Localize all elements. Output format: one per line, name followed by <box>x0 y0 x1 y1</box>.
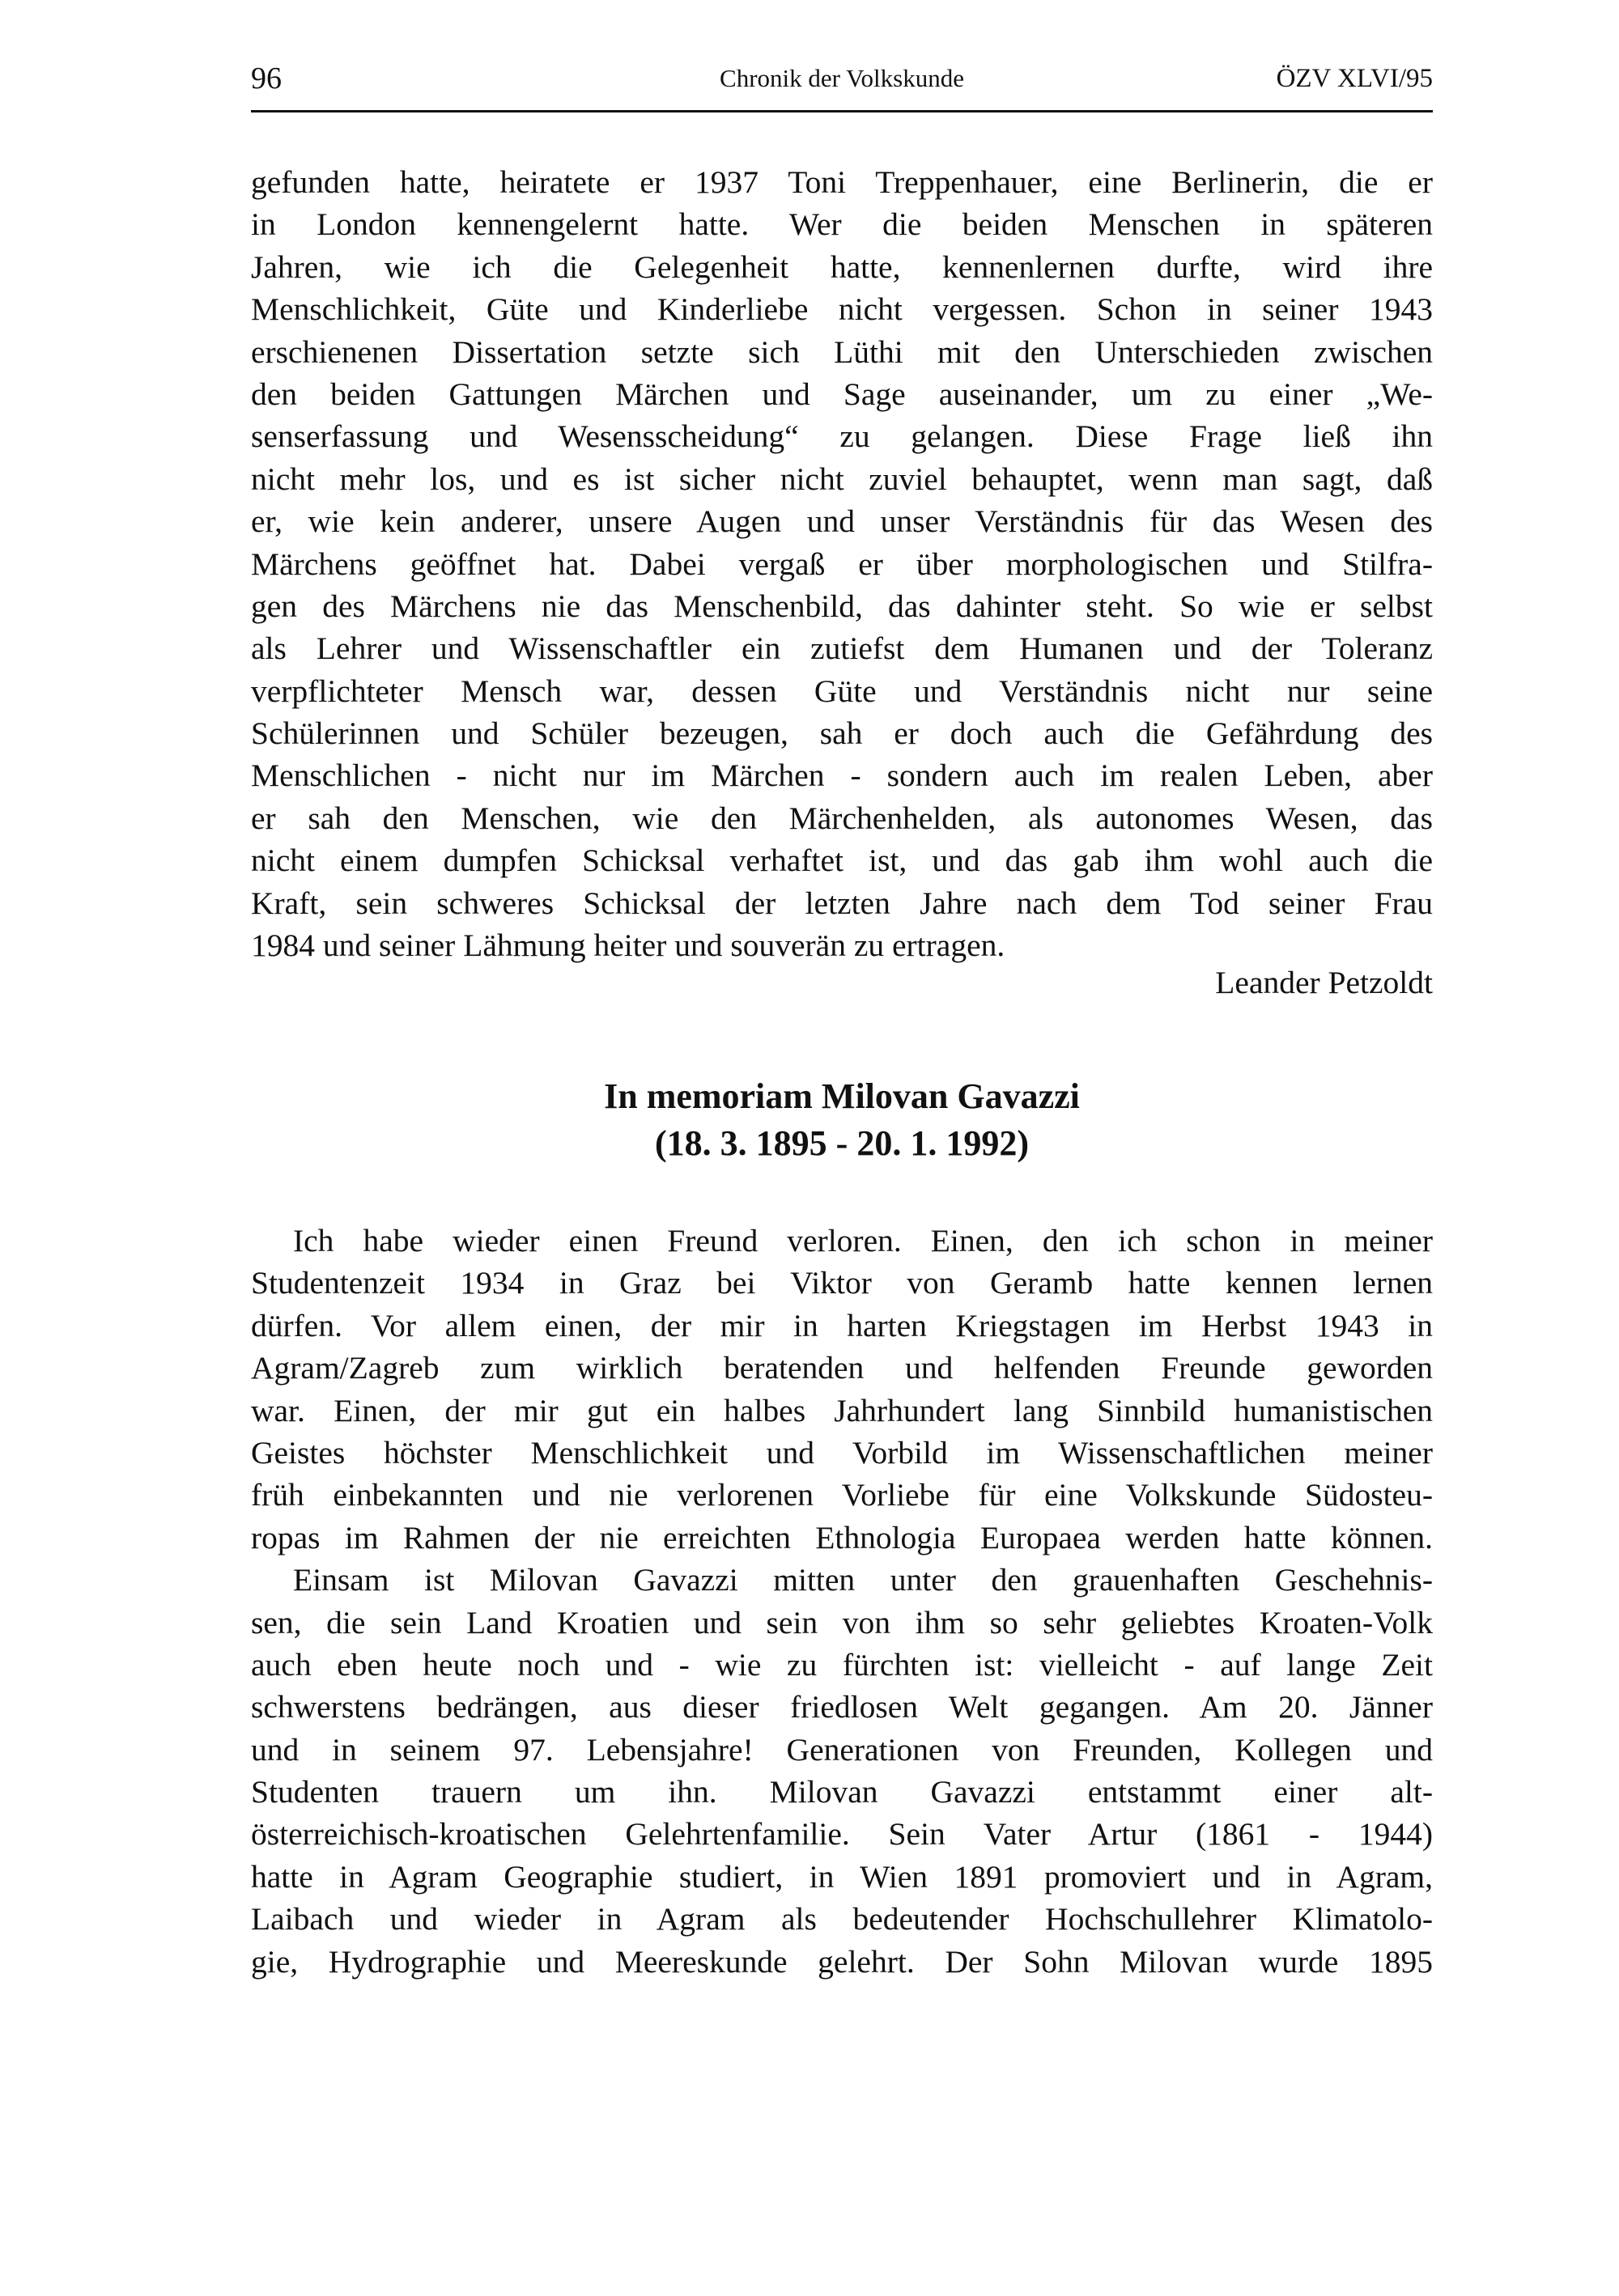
text-line: als Lehrer und Wissenschaftler ein zutiefst dem Humanen und der Toleranz <box>251 630 1433 667</box>
text-line: verpflichteter Mensch war, dessen Güte und Verständnis nicht nur seine <box>251 673 1433 709</box>
paragraph <box>251 1559 1433 1983</box>
text-line: hatte in Agram Geographie studiert, in Wien 1891 promoviert und in Agram, <box>251 1858 1433 1895</box>
author-signature: Leander Petzoldt <box>1215 965 1433 1000</box>
text-line: 1984 und seiner Lähmung heiter und souverän zu ertragen. <box>251 927 1005 964</box>
text-line: früh einbekannten und nie verlorenen Vorliebe für eine Volkskunde Südosteu- <box>251 1477 1433 1513</box>
text-line: schwerstens bedrängen, aus dieser friedlosen Welt gegangen. Am 20. Jänner <box>251 1689 1433 1725</box>
text-line: Studenten trauern um ihn. Milovan Gavazzi entstammt einer alt- <box>251 1774 1433 1810</box>
journal-issue: ÖZV XLVI/95 <box>1276 64 1433 93</box>
text-line: er sah den Menschen, wie den Märchenhelden, als autonomes Wesen, das <box>251 800 1433 836</box>
text-line: senserfassung und Wesensscheidung“ zu gelangen. Diese Frage ließ ihn <box>251 418 1433 455</box>
text-line: sen, die sein Land Kroatien und sein von ihm so sehr geliebtes Kroaten-Volk <box>251 1604 1433 1640</box>
text-line: Menschlichkeit, Güte und Kinderliebe nicht vergessen. Schon in seiner 1943 <box>251 291 1433 328</box>
text-line: auch eben heute noch und - wie zu fürchten ist: vielleicht - auf lange Zeit <box>251 1646 1433 1683</box>
text-line: Menschlichen - nicht nur im Märchen - sondern auch im realen Leben, aber <box>251 758 1433 794</box>
text-line: ropas im Rahmen der nie erreichten Ethnologia Europaea werden hatte können. <box>251 1519 1433 1555</box>
text-line: Ich habe wieder einen Freund verloren. Einen, den ich schon in meiner <box>293 1223 1433 1258</box>
text-line: in London kennengelernt hatte. Wer die beiden Menschen in späteren <box>251 206 1433 243</box>
header-rule <box>251 110 1433 112</box>
text-line: gefunden hatte, heiratete er 1937 Toni Treppenhauer, eine Berlinerin, die er <box>251 164 1433 200</box>
text-line: Schülerinnen und Schüler bezeugen, sah er doch auch die Gefährdung des <box>251 715 1433 752</box>
paragraph <box>251 1220 1433 1559</box>
text-line: erschienenen Dissertation setzte sich Lüthi mit den Unterschieden zwischen <box>251 333 1433 370</box>
text-line: Märchens geöffnet hat. Dabei vergaß er über morphologischen und Stilfra- <box>251 545 1433 582</box>
text-line: den beiden Gattungen Märchen und Sage auseinander, um zu einer „We- <box>251 376 1433 412</box>
text-line: Agram/Zagreb zum wirklich beratenden und helfenden Freunde geworden <box>251 1350 1433 1386</box>
text-line: Geistes höchster Menschlichkeit und Vorbild im Wissenschaftlichen meiner <box>251 1434 1433 1471</box>
text-line: gen des Märchens nie das Menschenbild, das dahinter steht. So wie er selbst <box>251 588 1433 624</box>
text-line: Einsam ist Milovan Gavazzi mitten unter den grauenhaften Geschehnis- <box>293 1562 1433 1598</box>
text-line: war. Einen, der mir gut ein halbes Jahrhundert lang Sinnbild humanistischen <box>251 1392 1433 1428</box>
text-line: Jahren, wie ich die Gelegenheit hatte, kennenlernen durfte, wird ihre <box>251 248 1433 285</box>
text-line: nicht einem dumpfen Schicksal verhaftet ist, und das gab ihm wohl auch die <box>251 842 1433 879</box>
text-line: Kraft, sein schweres Schicksal der letzten Jahre nach dem Tod seiner Frau <box>251 885 1433 921</box>
text-line: Laibach und wieder in Agram als bedeutender Hochschullehrer Klimatolo- <box>251 1901 1433 1937</box>
running-title: Chronik der Volkskunde <box>720 64 964 92</box>
text-line: dürfen. Vor allem einen, der mir in harten Kriegstagen im Herbst 1943 in <box>251 1307 1433 1343</box>
text-line: Studentenzeit 1934 in Graz bei Viktor von Geramb hatte kennen lernen <box>251 1265 1433 1301</box>
text-line: er, wie kein anderer, unsere Augen und unser Verständnis für das Wesen des <box>251 503 1433 540</box>
obituary-gavazzi <box>251 1220 1433 1983</box>
obituary-continuation <box>251 161 1433 966</box>
text-line: und in seinem 97. Lebensjahre! Generationen von Freunden, Kollegen und <box>251 1731 1433 1768</box>
text-line: gie, Hydrographie und Meereskunde gelehrt. Der Sohn Milovan wurde 1895 <box>251 1943 1433 1980</box>
section-title: In memoriam Milovan Gavazzi <box>604 1076 1080 1116</box>
section-dates: (18. 3. 1895 - 20. 1. 1992) <box>655 1123 1029 1163</box>
page-number: 96 <box>251 62 282 95</box>
text-line: nicht mehr los, und es ist sicher nicht zuviel behauptet, wenn man sagt, daß <box>251 460 1433 497</box>
text-line: österreichisch-kroatischen Gelehrtenfamilie. Sein Vater Artur (1861 - 1944) <box>251 1816 1433 1853</box>
